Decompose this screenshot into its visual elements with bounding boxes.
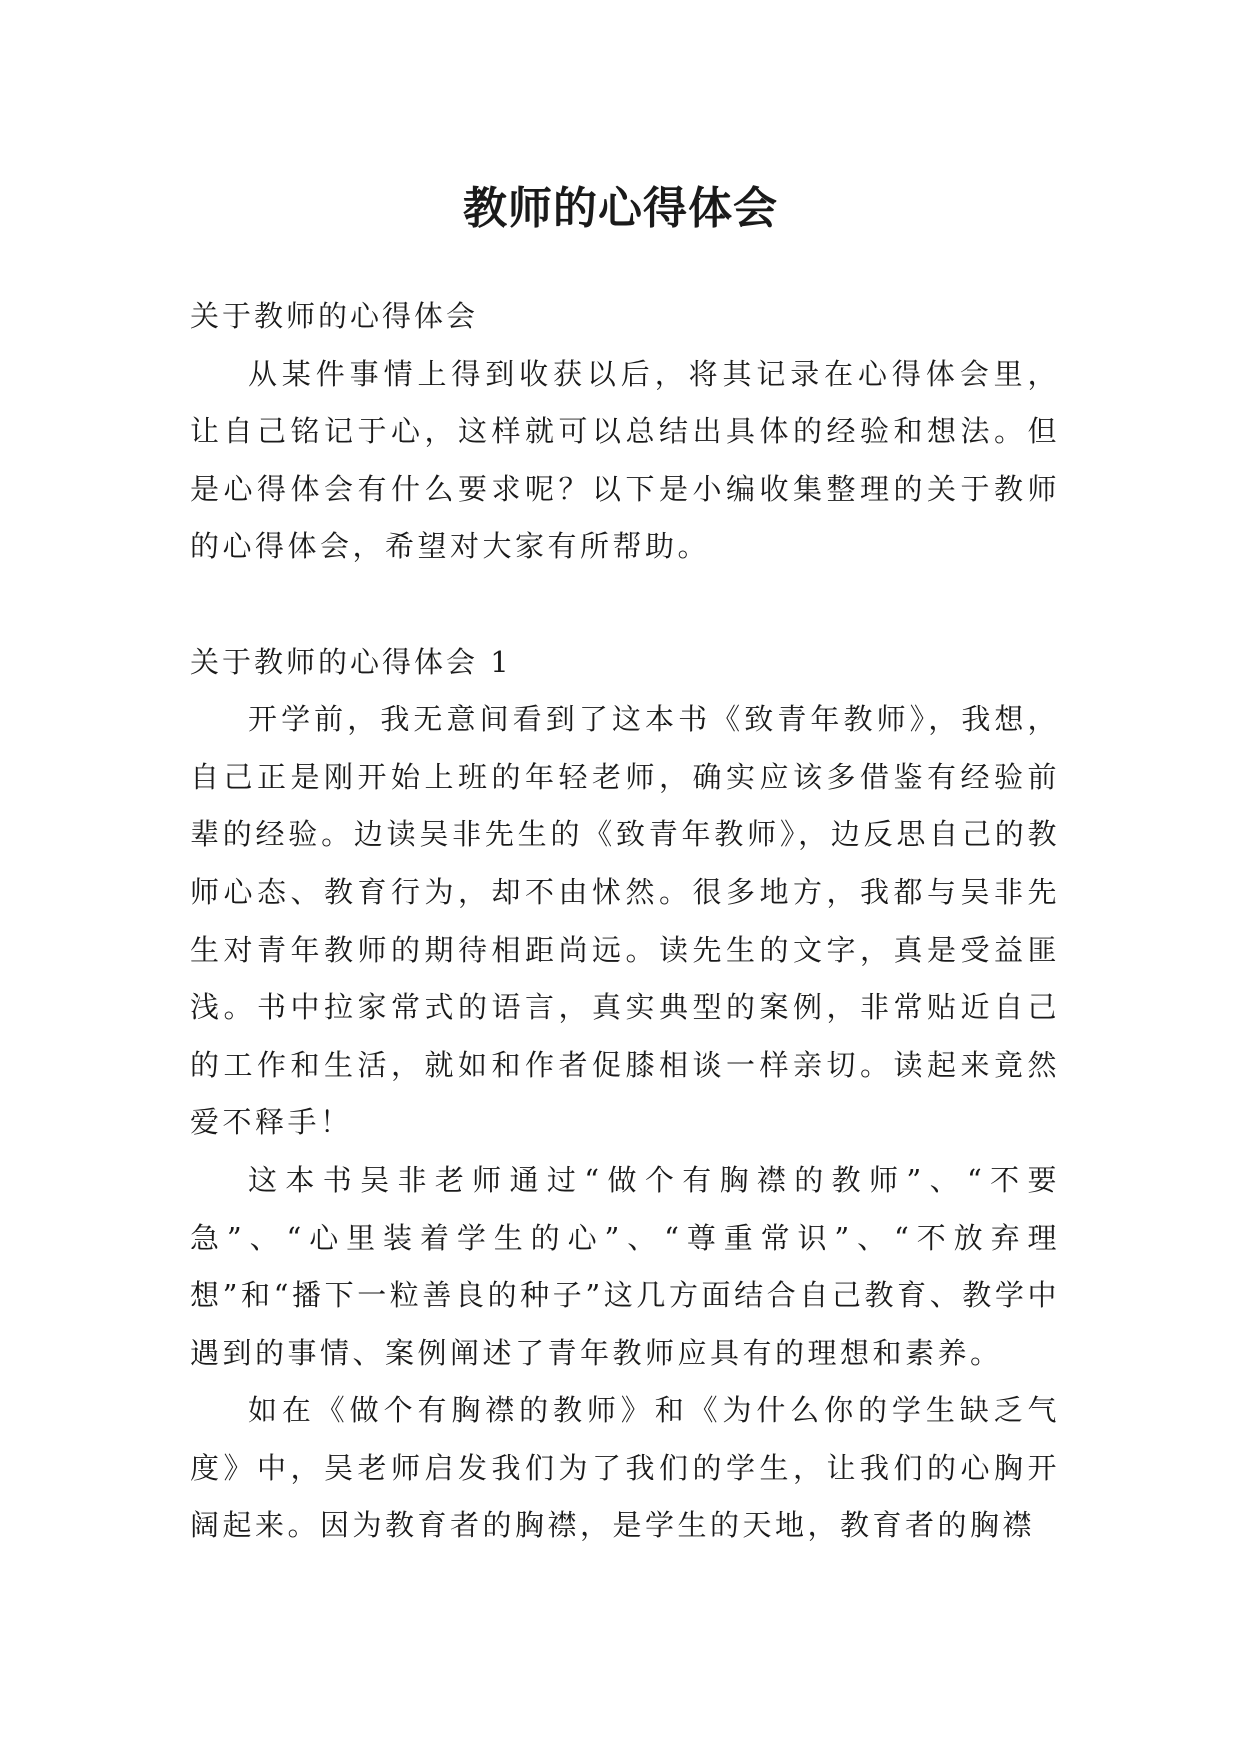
intro-heading: 关于教师的心得体会 [190,299,479,333]
section1-heading: 关于教师的心得体会 1 [190,644,512,679]
section1-paragraph-3: 如在《做个有胸襟的教师》和《为什么你的学生缺乏气度》中，吴老师启发我们为了我们的学生，让我们的心胸开阔起来。因为教育者的胸襟，是学生的天地，教育者的胸襟 [190,1393,1060,1543]
section1-paragraph-1: 开学前，我无意间看到了这本书《致青年教师》，我想，自己正是刚开始上班的年轻老师，确实应该多借鉴有经验前辈的经验。边读吴非先生的《致青年教师》，边反思自己的教师心态、教育行为，却不由怵然。很多地方，我都与吴非先生对青年教师的期待相距尚远。读先生的文字，真是受益匪浅。书中拉家常式的语言，真实典型的案例，非常贴近自己的工作和生活，就如和作者促膝相谈一样亲切。读起来竟然爱不释手！ [190,702,1060,1140]
section-spacer [190,576,1060,634]
document-body [190,288,1060,1555]
document-title: 教师的心得体会 [463,183,778,235]
section1-paragraph-2: 这本书吴非老师通过“做个有胸襟的教师”、“不要急”、“心里装着学生的心”、“尊重常识”、“不放弃理想”和“播下一粒善良的种子”这几方面结合自己教育、教学中遇到的事情、案例阐述了青年教师应具有的理想和素养。 [190,1162,1060,1370]
intro-paragraph: 从某件事情上得到收获以后，将其记录在心得体会里，让自己铭记于心，这样就可以总结出具体的经验和想法。但是心得体会有什么要求呢？以下是小编收集整理的关于教师的心得体会，希望对大家有所帮助。 [190,356,1060,564]
